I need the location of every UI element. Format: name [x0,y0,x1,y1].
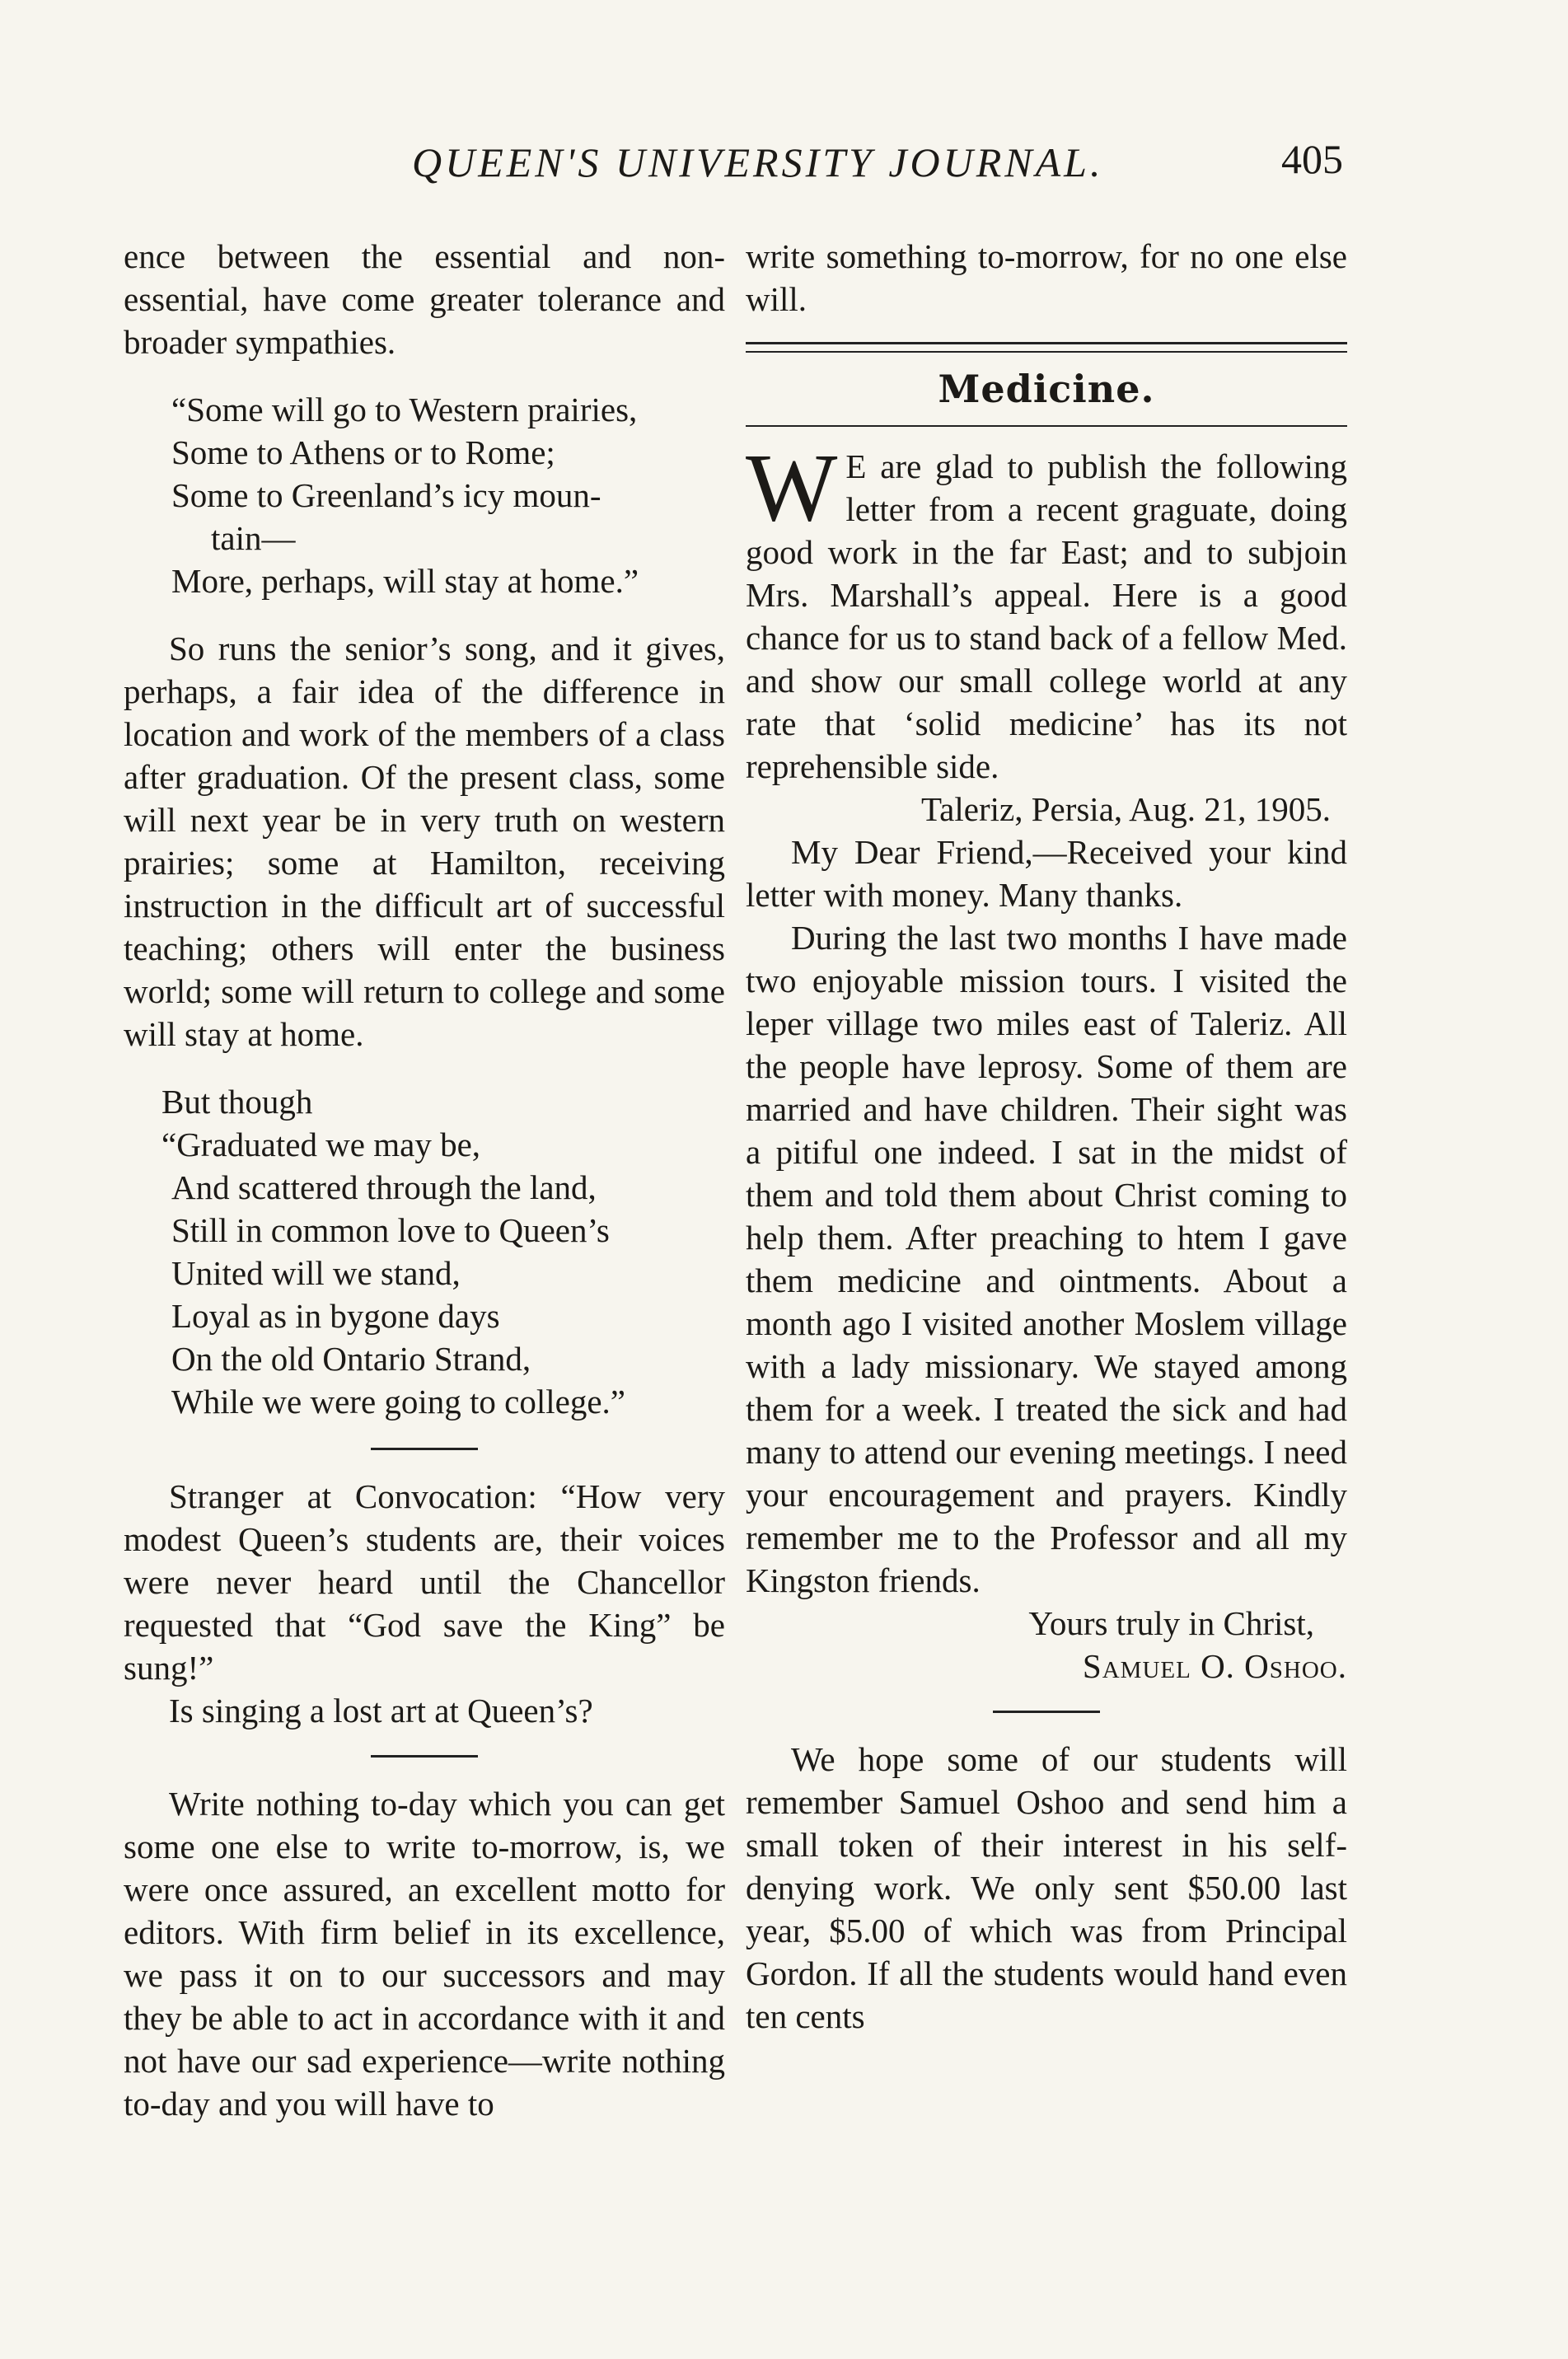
verse-line: On the old Ontario Strand, [171,1340,531,1378]
paragraph-intro [746,433,1347,788]
section-title-medicine: Medicine. [938,367,1155,411]
verse-senior-song [171,388,725,602]
verse-line: Still in common love to Queen’s [171,1211,610,1249]
section-divider [371,1448,478,1450]
single-rule [746,425,1347,427]
letter-body: During the last two months I have made two enjoyable mission tours. I visited the leper village two miles east of Taleriz. All the people have leprosy. Some of them are married and have children. Their sight was a pitiful one indeed. I sat in the midst of them and told them about Christ coming to help them. After preaching to htem I gave them medicine and ointments. About a month ago I visited another Moslem village with a lady missionary. We stayed among them for a week. I treated the sick and had many to attend our evening meetings. I need your encouragement and prayers. Kindly remember me to the Professor and all my Kingston friends. [746,919,1347,1599]
intro-text: E are glad to publish the following letter from a recent graguate, doing good work in the far East; and to subjoin Mrs. Marshall’s appeal. Here is a good chance for us to stand back of a fellow Med. and show our small college world at any rate that ‘solid medicine’ has its not reprehensible side. [746,447,1347,785]
verse-line: Some to Athens or to Rome; [171,433,555,471]
letter-closing: Yours truly in Christ, [1028,1604,1314,1642]
verse-line: And scattered through the land, [171,1168,597,1206]
page-number: 405 [1281,136,1343,182]
drop-cap: W [746,433,838,541]
double-rule [746,342,1347,353]
paragraph-write-nothing: Write nothing to-day which you can get some one else to write to-morrow, is, we were once assured, an excellent motto for editors. With firm belief in its excellence, we pass it on to our successors and may they be able to act in accordance with it and not have our sad experience—write nothing to-day and you will have to [124,1785,725,2123]
verse-line: “Graduated we may be, [161,1126,481,1163]
right-column [746,235,1347,2038]
left-column [124,235,725,2125]
verse-line: United will we stand, [171,1254,461,1292]
verse-line: More, perhaps, will stay at home.” [171,562,639,600]
dateline: Taleriz, Persia, Aug. 21, 1905. [920,790,1331,828]
section-divider [371,1755,478,1758]
paragraph-senior-song: So runs the senior’s song, and it gives, perhaps, a fair idea of the difference in location and work of the members of a class after graduation. Of the present class, some will next year be in very truth on western prairies; some at Hamilton, receiving instruction in the difficult art of successful teaching; others will enter the business world; some will return to college and some will stay at home. [124,630,725,1053]
verse-line: While we were going to college.” [171,1383,625,1421]
paragraph-continued: ence between the essential and non-essential, have come greater tolerance and broader sympathies. [124,237,725,361]
verse-graduated [161,1080,725,1423]
verse-line: Loyal as in bygone days [171,1297,500,1335]
paragraph-appeal: We hope some of our students will remember Samuel Oshoo and send him a small token of their interest in his self-denying work. We only sent $50.00 last year, $5.00 of which was from Principal Gordon. If all the students would hand even ten cents [746,1740,1347,2035]
letter-signature: Samuel O. Oshoo. [1082,1647,1347,1685]
verse-line: “Some will go to Western prairies, [171,391,638,428]
section-divider [993,1711,1100,1713]
verse-line: Some to Greenland’s icy moun- [171,476,601,514]
verse-intro: But though [161,1083,313,1121]
paragraph-continued: write something to-morrow, for no one else will. [746,237,1347,318]
paragraph-singing: Is singing a lost art at Queen’s? [169,1692,593,1729]
page-header [124,130,1343,196]
running-title: QUEEN'S UNIVERSITY JOURNAL. [412,139,1104,185]
letter-salutation: My Dear Friend,—Received your kind letter with money. Many thanks. [746,833,1347,914]
verse-line: tain— [211,519,296,557]
paragraph-convocation: Stranger at Convocation: “How very modest Queen’s students are, their voices were never heard until the Chancellor requested that “God save the King” be sung!” [124,1477,725,1687]
